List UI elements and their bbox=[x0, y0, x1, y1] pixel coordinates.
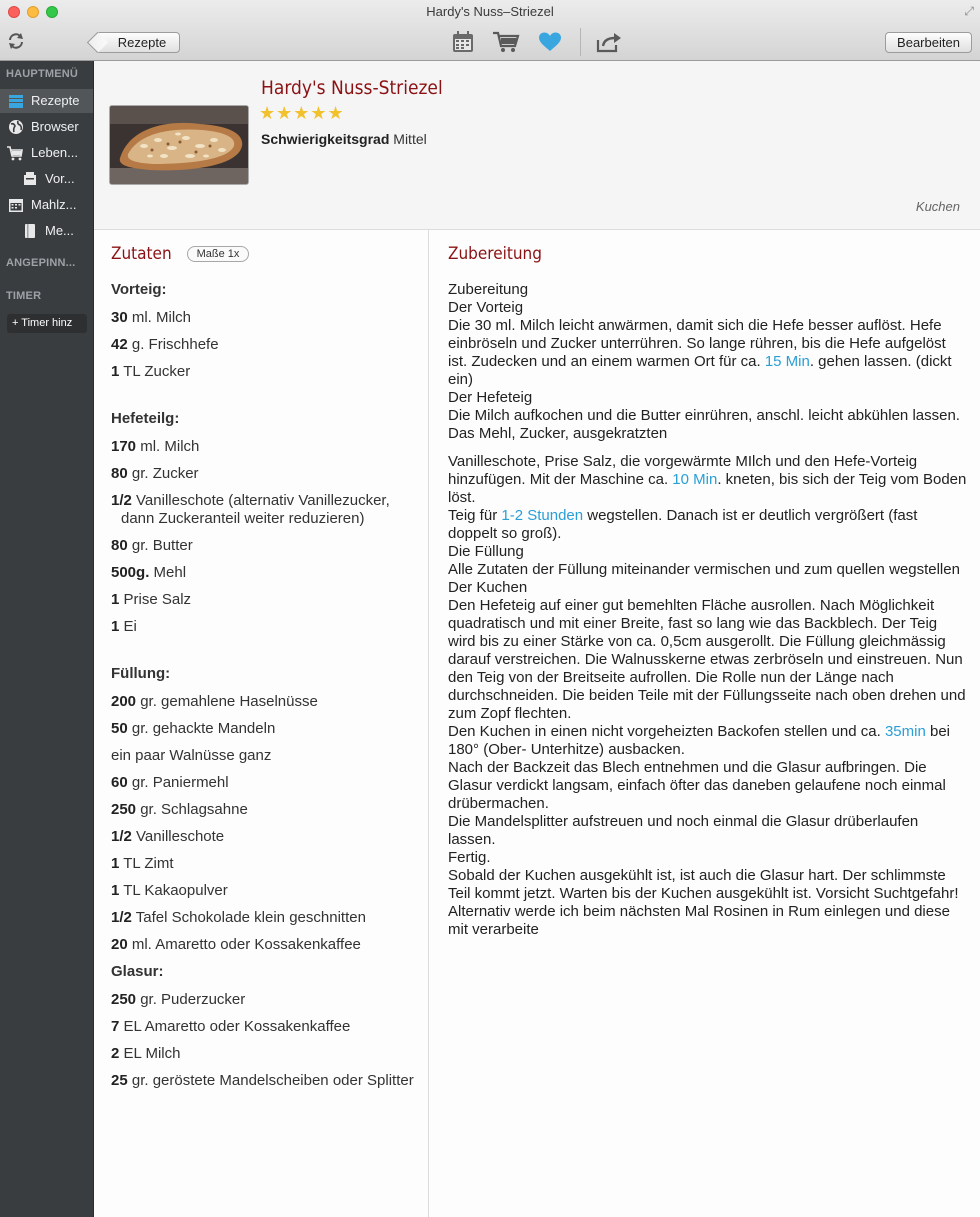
ingredient-row[interactable] bbox=[111, 936, 416, 954]
sidebar-item-label: Browser bbox=[31, 119, 79, 134]
fullscreen-icon[interactable]: ⤢ bbox=[964, 4, 974, 18]
ingredient-row[interactable] bbox=[111, 336, 416, 354]
ingredient-quantity: 1/2 bbox=[111, 828, 132, 845]
preparation-text bbox=[448, 281, 968, 939]
cart-icon bbox=[7, 145, 23, 161]
preparation-text-segment: Teig für bbox=[448, 507, 502, 524]
ingredient-row[interactable] bbox=[111, 309, 416, 327]
ingredient-group-title: Füllung: bbox=[111, 665, 171, 682]
timer-link[interactable]: 1-2 Stunden bbox=[501, 507, 584, 524]
ingredient-quantity: 250 bbox=[111, 801, 137, 818]
recipe-view bbox=[94, 61, 980, 1217]
ingredient-row[interactable] bbox=[111, 465, 416, 483]
sidebar-item-label: Mahlz... bbox=[31, 197, 77, 212]
ingredient-text: ml. Milch bbox=[140, 438, 200, 455]
ingredient-row[interactable] bbox=[111, 693, 416, 711]
ingredient-row[interactable] bbox=[111, 1045, 416, 1063]
sidebar-section-main: HAUPTMENÜ bbox=[6, 68, 79, 80]
preparation-text-segment: Die 30 ml. Milch leicht anwärmen, damit sich die Hefe besser auflöst. Hefe einbröseln und Zucker unterrühren. So lange rühren, bis die Hefe aufgelöst ist. Zudecken und an einem warmen Ort für ca. bbox=[448, 317, 946, 370]
toolbar-separator bbox=[580, 28, 581, 56]
sidebar-item-groceries[interactable] bbox=[0, 141, 93, 165]
globe-icon bbox=[8, 119, 24, 135]
preparation-title: Zubereitung bbox=[448, 244, 542, 264]
share-icon[interactable] bbox=[596, 30, 622, 54]
ingredient-row[interactable] bbox=[111, 882, 416, 900]
ingredient-row[interactable] bbox=[111, 492, 416, 528]
sidebar-item-recipes[interactable] bbox=[0, 89, 93, 113]
sidebar-item-meal-plan[interactable] bbox=[0, 193, 93, 217]
recipe-header bbox=[94, 61, 980, 230]
recipe-body bbox=[94, 230, 980, 1217]
ingredient-quantity: 7 bbox=[111, 1018, 120, 1035]
preparation-paragraph: Den Hefeteig auf einer gut bemehlten Fläche ausrollen. Nach Möglichkeit quadratisch und mit einer Breite, fast so lang wie das Backblech. Der Teig wird bis zu einer Stärke von ca. 0,5cm ausgerollt. Die Füllung gleichmässig darauf verstreichen. Die Walnusskerne etwas zerbröseln und einstreuen. Nun den Teig von der Breitseite aufrollen. Die Rolle nun der Länge nach durchschneiden. Die beiden Teile mit der Füllungsseite nach oben drehen und zum Zopf flechten. bbox=[448, 597, 966, 722]
sidebar-item-browser[interactable] bbox=[0, 115, 93, 139]
ingredient-row[interactable] bbox=[111, 438, 416, 456]
ingredient-quantity: 50 bbox=[111, 720, 128, 737]
preparation-paragraph: Der Hefeteig bbox=[448, 389, 533, 406]
ingredient-text: g. Frischhefe bbox=[131, 336, 219, 353]
recipes-icon bbox=[8, 93, 24, 109]
timer-link[interactable]: 35min bbox=[884, 723, 926, 740]
ingredient-text: Tafel Schokolade klein geschnitten bbox=[135, 909, 366, 926]
preparation-text-segment: . gehen lassen. (dickt ein) bbox=[448, 353, 952, 388]
back-to-recipes-button[interactable]: Rezepte bbox=[96, 32, 180, 53]
recipe-photo-image bbox=[110, 106, 249, 185]
menu-icon bbox=[22, 223, 38, 239]
ingredient-row[interactable] bbox=[111, 591, 416, 609]
ingredient-text: gr. Zucker bbox=[131, 465, 199, 482]
calendar-icon[interactable] bbox=[452, 30, 474, 54]
ingredient-quantity: 80 bbox=[111, 537, 128, 554]
ingredient-quantity: 25 bbox=[111, 1072, 128, 1089]
preparation-paragraph: Nach der Backzeit das Blech entnehmen und die Glasur aufbringen. Die Glasur verdickt langsam, einfach öfter das daneben gelaufene noch einmal drübermachen. bbox=[448, 759, 946, 812]
ingredient-group-title: Glasur: bbox=[111, 963, 164, 980]
ingredient-text: TL Kakaopulver bbox=[123, 882, 228, 899]
recipe-photo[interactable] bbox=[109, 105, 249, 185]
ingredient-row[interactable] bbox=[111, 991, 416, 1009]
ingredient-text: gr. geröstete Mandelscheiben oder Splitter bbox=[131, 1072, 414, 1089]
ingredient-quantity: 30 bbox=[111, 309, 128, 326]
timer-link[interactable]: 10 Min bbox=[672, 471, 718, 488]
preparation-paragraph: Zubereitung bbox=[448, 281, 529, 298]
ingredients-panel bbox=[94, 230, 429, 1217]
pantry-icon bbox=[22, 171, 38, 187]
ingredient-row[interactable] bbox=[111, 909, 416, 927]
sidebar bbox=[0, 61, 94, 1217]
sidebar-section-timer: TIMER bbox=[6, 290, 42, 302]
add-timer-button[interactable]: + Timer hinz bbox=[7, 314, 87, 333]
ingredient-quantity: 200 bbox=[111, 693, 137, 710]
preparation-paragraph bbox=[448, 453, 968, 507]
ingredient-group-gap bbox=[111, 390, 416, 410]
ingredient-row[interactable] bbox=[111, 618, 416, 636]
ingredient-quantity: 1 bbox=[111, 591, 120, 608]
preparation-text-segment: Den Kuchen in einen nicht vorgeheizten Backofen stellen und ca. bbox=[448, 723, 885, 740]
ingredient-quantity: 20 bbox=[111, 936, 128, 953]
edit-button[interactable]: Bearbeiten bbox=[885, 32, 972, 53]
ingredient-text: gr. Puderzucker bbox=[140, 991, 246, 1008]
shopping-cart-icon[interactable] bbox=[492, 30, 520, 54]
ingredient-text: TL Zucker bbox=[123, 363, 191, 380]
ingredient-row[interactable] bbox=[111, 1072, 416, 1090]
calendar-icon bbox=[8, 197, 24, 213]
ingredient-text: ein paar Walnüsse ganz bbox=[111, 747, 272, 764]
ingredient-text: Vanilleschote bbox=[136, 828, 225, 845]
ingredient-quantity: 60 bbox=[111, 774, 128, 791]
preparation-paragraph: Alternativ werde ich beim nächsten Mal Rosinen in Rum einlegen und diese mit verarbeite bbox=[448, 903, 950, 938]
ingredient-row[interactable] bbox=[111, 801, 416, 819]
ingredient-text: EL Milch bbox=[123, 1045, 181, 1062]
ingredient-quantity: 1 bbox=[111, 855, 120, 872]
preparation-paragraph: Fertig. bbox=[448, 849, 491, 866]
ingredient-row[interactable] bbox=[111, 720, 416, 738]
sidebar-item-menus[interactable] bbox=[0, 219, 93, 243]
sidebar-section-pinned: ANGEPINN... bbox=[6, 257, 76, 269]
ingredient-text: gr. Schlagsahne bbox=[140, 801, 248, 818]
ingredient-quantity: 1 bbox=[111, 618, 120, 635]
ingredient-quantity: 2 bbox=[111, 1045, 120, 1062]
ingredient-quantity: 1 bbox=[111, 882, 120, 899]
difficulty-label: Schwierigkeitsgrad bbox=[261, 131, 390, 147]
scale-button[interactable]: Maße 1x bbox=[187, 246, 249, 262]
ingredient-group-gap bbox=[111, 645, 416, 665]
ingredient-text: ml. Milch bbox=[131, 309, 192, 326]
ingredient-text: TL Zimt bbox=[123, 855, 174, 872]
difficulty-value: Mittel bbox=[393, 131, 427, 147]
ingredient-row[interactable] bbox=[111, 855, 416, 873]
preparation-paragraph: Alle Zutaten der Füllung miteinander vermischen und zum quellen wegstellen bbox=[448, 561, 960, 578]
ingredient-row[interactable] bbox=[111, 828, 416, 846]
preparation-paragraph: Die Mandelsplitter aufstreuen und noch einmal die Glasur drüberlaufen lassen. bbox=[448, 813, 919, 848]
rating-stars[interactable]: ★★★★★ bbox=[259, 103, 345, 123]
ingredient-quantity: 250 bbox=[111, 991, 137, 1008]
ingredient-row[interactable] bbox=[111, 774, 416, 792]
window-title: Hardy's Nuss–Striezel bbox=[426, 4, 554, 19]
ingredient-quantity: 500g. bbox=[111, 564, 150, 581]
ingredient-row[interactable] bbox=[111, 747, 416, 765]
preparation-text-segment: wegstellen. Danach ist er deutlich vergrößert (fast doppelt so groß). bbox=[448, 507, 918, 542]
ingredient-row[interactable] bbox=[111, 537, 416, 555]
sidebar-item-label: Vor... bbox=[45, 171, 75, 186]
favorite-heart-icon[interactable] bbox=[538, 30, 562, 54]
ingredient-text: Vanilleschote (alternativ Vanillezucker, dann Zuckeranteil weiter reduzieren) bbox=[121, 492, 390, 527]
preparation-paragraph bbox=[448, 317, 968, 389]
ingredients-title: Zutaten bbox=[111, 244, 172, 264]
ingredient-text: gr. Butter bbox=[131, 537, 193, 554]
preparation-text-segment: Vanilleschote, Prise Salz, die vorgewärmte MIlch und den Hefe-Vorteig hinzufügen. Mit der Maschine ca. bbox=[448, 453, 918, 488]
ingredient-row[interactable] bbox=[111, 363, 416, 381]
ingredient-row[interactable] bbox=[111, 1018, 416, 1036]
ingredient-text: Ei bbox=[123, 618, 137, 635]
ingredient-text: Prise Salz bbox=[123, 591, 192, 608]
difficulty bbox=[261, 131, 427, 147]
preparation-text-segment: bei 180° (Ober- Unterhitze) ausbacken. bbox=[448, 723, 951, 758]
ingredient-quantity: 1 bbox=[111, 363, 120, 380]
preparation-paragraph: Die Milch aufkochen und die Butter einrühren, anschl. leicht abkühlen lassen. Das Mehl, Zucker, ausgekratzten bbox=[448, 407, 960, 442]
ingredient-quantity: 80 bbox=[111, 465, 128, 482]
paragraph-gap bbox=[448, 443, 968, 453]
ingredient-text: gr. gehackte Mandeln bbox=[131, 720, 276, 737]
ingredient-text: ml. Amaretto oder Kossakenkaffee bbox=[131, 936, 361, 953]
ingredient-text: Mehl bbox=[153, 564, 187, 581]
preparation-paragraph: Der Vorteig bbox=[448, 299, 524, 316]
ingredient-text: gr. Paniermehl bbox=[131, 774, 229, 791]
ingredient-group-title: Vorteig: bbox=[111, 281, 167, 298]
preparation-paragraph: Sobald der Kuchen ausgekühlt ist, ist auch die Glasur hart. Der schlimmste Teil kommt jetzt. Warten bis der Kuchen ausgekühlt ist. Vorsicht Suchtgefahr! bbox=[448, 867, 959, 902]
ingredient-row[interactable] bbox=[111, 564, 416, 582]
ingredient-text: EL Amaretto oder Kossakenkaffee bbox=[123, 1018, 351, 1035]
title-toolbar bbox=[0, 0, 980, 61]
ingredients-list bbox=[111, 281, 416, 1099]
recipe-title: Hardy's Nuss-Striezel bbox=[261, 77, 443, 99]
preparation-paragraph bbox=[448, 723, 968, 759]
preparation-paragraph: Der Kuchen bbox=[448, 579, 528, 596]
preparation-paragraph bbox=[448, 507, 968, 543]
sync-icon[interactable] bbox=[6, 31, 26, 51]
preparation-text-segment: . kneten, bis sich der Teig vom Boden löst. bbox=[448, 471, 967, 506]
sidebar-item-pantry[interactable] bbox=[0, 167, 93, 191]
ingredient-quantity: 1/2 bbox=[111, 909, 132, 926]
timer-link[interactable]: 15 Min bbox=[764, 353, 810, 370]
sidebar-item-label: Leben... bbox=[31, 145, 78, 160]
ingredient-group-title: Hefeteilg: bbox=[111, 410, 180, 427]
recipe-category: Kuchen bbox=[915, 199, 960, 214]
ingredient-quantity: 42 bbox=[111, 336, 128, 353]
ingredient-text: gr. gemahlene Haselnüsse bbox=[140, 693, 318, 710]
ingredient-quantity: 170 bbox=[111, 438, 137, 455]
preparation-paragraph: Die Füllung bbox=[448, 543, 524, 560]
sidebar-item-label: Me... bbox=[45, 223, 74, 238]
ingredient-quantity: 1/2 bbox=[111, 492, 132, 509]
sidebar-item-label: Rezepte bbox=[31, 93, 80, 108]
